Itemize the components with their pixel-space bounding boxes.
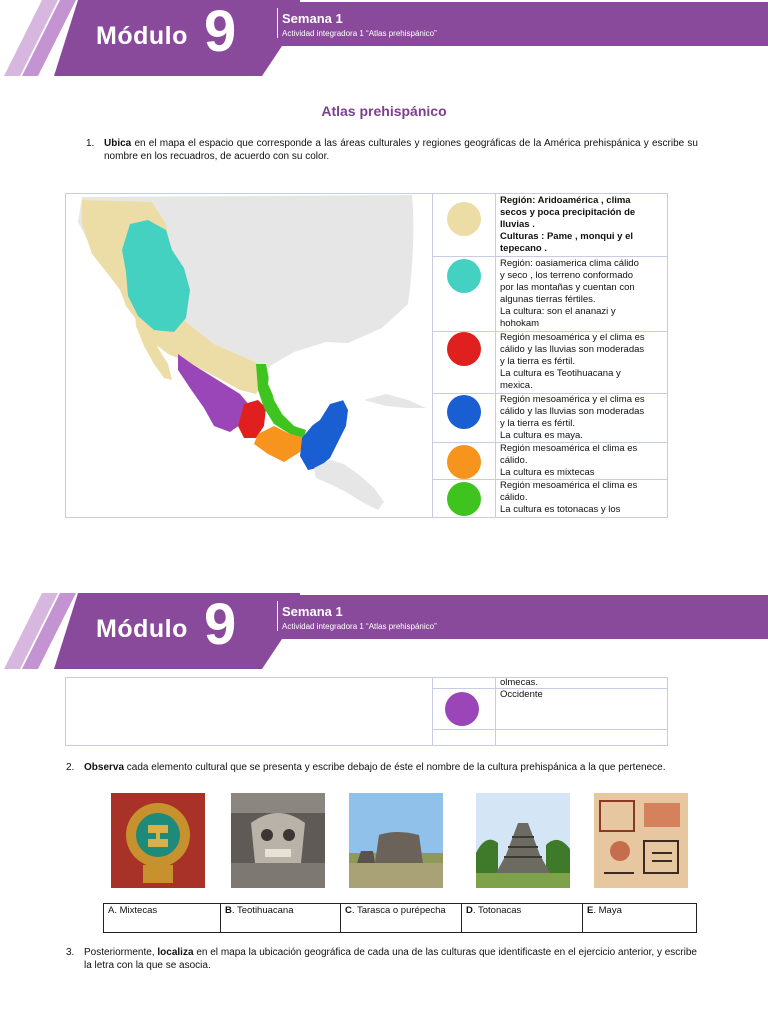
- table-border: [432, 256, 668, 257]
- region-text-orange: Región mesoamérica el clima es cálido. La cultura es mixtecas: [500, 443, 638, 478]
- semana-label: Semana 1: [282, 604, 343, 619]
- table-border: [65, 745, 668, 746]
- semana-label: Semana 1: [282, 11, 343, 26]
- totonaca-pyramid-image: [476, 793, 570, 888]
- modulo-number: 9: [204, 0, 237, 64]
- teotihuacan-sculpture-image: [231, 793, 325, 888]
- table-border: [667, 193, 668, 518]
- region-color-green: [447, 482, 481, 516]
- region-text-blue: Región mesoamérica y el clima es cálido y las lluvias son moderadas y la tierra es fértil. La cultura es maya.: [500, 394, 645, 441]
- region-text-aridoamerica: Región: Aridoamérica , clima secos y poca precipitación de lluvias . Culturas : Pame , monqui y el tepecano .: [500, 195, 636, 254]
- page-header-2: [0, 593, 768, 669]
- region-text-green: Región mesoamérica el clima es cálido. La cultura es totonacas y los: [500, 480, 638, 515]
- page-header: [0, 0, 768, 76]
- culture-label-a: A. Mixtecas: [104, 904, 221, 932]
- modulo-number: 9: [204, 592, 237, 657]
- header-divider: [277, 8, 278, 38]
- region-color-aridoamerica: [447, 202, 481, 236]
- instruction-2: 2. Observa cada elemento cultural que se presenta y escribe debajo de éste el nombre de la cultura prehispánica a la que pertenece.: [66, 762, 666, 773]
- region-text-red: Región mesoamérica y el clima es cálido y las lluvias son moderadas y la tierra es fértil. La cultura es Teotihuacana y mexica.: [500, 332, 645, 391]
- actividad-label: Actividad integradora 1 “Atlas prehispánico”: [282, 29, 437, 38]
- table-border: [495, 193, 496, 518]
- table-border: [432, 729, 668, 730]
- tarasca-yacata-image: [349, 793, 443, 888]
- region-color-oasisamerica: [447, 259, 481, 293]
- region-color-orange: [447, 445, 481, 479]
- region-color-occidente: [445, 692, 479, 726]
- culture-label-e: E. Maya: [587, 905, 622, 916]
- instruction-3: 3. Posteriormente, localiza en el mapa la ubicación geográfica de cada una de las culturas que identificaste en el ejercicio anterior, y escribe la letra con la que se asocia.: [66, 947, 697, 971]
- culture-labels-table: [103, 903, 697, 933]
- actividad-label: Actividad integradora 1 “Atlas prehispánico”: [282, 622, 437, 631]
- table-border: [65, 517, 668, 518]
- culture-label-c: C. Tarasca o purépecha: [341, 904, 462, 932]
- region-text-occidente: olmecas. Occidente: [500, 677, 543, 700]
- modulo-label: Módulo: [96, 615, 188, 643]
- region-color-red: [447, 332, 481, 366]
- maya-codex-image: [594, 793, 688, 888]
- mesoamerica-map: [68, 194, 430, 516]
- region-text-oasisamerica: Región: oasiamerica clima cálido y seco , los terreno conformado por las montañas y cuentan con algunas tierras fértiles. La cultura: son el ananazi y hohokam: [500, 258, 639, 329]
- culture-label-d: D. Totonacas: [462, 904, 583, 932]
- table-border: [65, 193, 66, 518]
- modulo-label: Módulo: [96, 22, 188, 50]
- mixteca-pectoral-image: [111, 793, 205, 888]
- table-border: [65, 677, 66, 746]
- instruction-1: 1. Ubica en el mapa el espacio que corresponde a las áreas culturales y regiones geográficas de la América prehispánica y escribe su nombre en los recuadros, de acuerdo con su color.: [86, 138, 698, 162]
- header-divider: [277, 601, 278, 631]
- region-color-blue: [447, 395, 481, 429]
- page-title: Atlas prehispánico: [321, 103, 447, 119]
- table-border: [432, 193, 433, 518]
- culture-label-b: B. Teotihuacana: [221, 904, 341, 932]
